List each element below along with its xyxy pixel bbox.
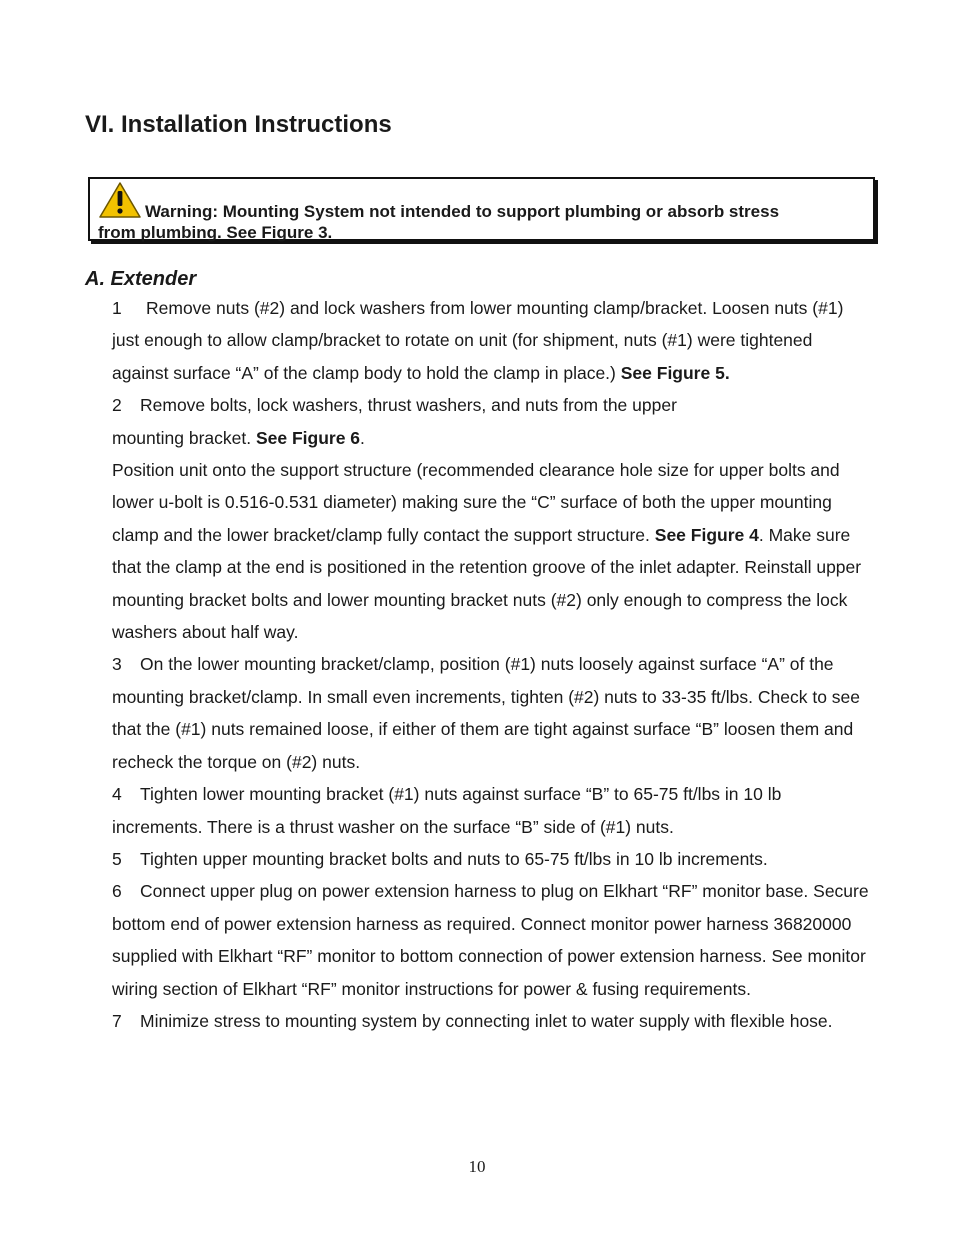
instructions-body: [112, 292, 872, 1037]
section-title: A. Extender: [85, 268, 197, 290]
step-text: . Make sure that the clamp at the end is positioned in the retention groove of the inlet adapter. Reinstall upper mounting bracket bolts and lower mounting bracket nuts (#2) only enough to compress the lock washers about half way.: [112, 524, 862, 643]
step-text: Tighten lower mounting bracket (#1) nuts against surface “B” to 65-75 ft/lbs in 10 lb increments. There is a thrust washer on the surface “B” side of (#1) nuts.: [112, 784, 782, 837]
step-1: [112, 292, 872, 389]
step-number: 6: [112, 881, 122, 902]
step-text: On the lower mounting bracket/clamp, position (#1) nuts loosely against surface “A” of the mounting bracket/clamp. In small even increments, tighten (#2) nuts to 33-35 ft/lbs. Check to see that the (#1) nuts remained loose, if either of them are tight against surface “B” loosen them and recheck the torque on (#2) nuts.: [112, 654, 861, 772]
step-6: [112, 875, 872, 1005]
step-number: 2: [112, 395, 122, 416]
step-number: 1: [112, 298, 122, 318]
page-number: 10: [468, 1157, 486, 1176]
step-7: [112, 1005, 872, 1037]
page-title: VI. Installation Instructions: [85, 111, 392, 138]
figure-reference: See Figure 4: [654, 524, 759, 545]
step-text: Remove nuts (#2) and lock washers from lower mounting clamp/bracket. Loosen nuts (#1) just enough to allow clamp/bracket to rotate on unit (for shipment, nuts (#1) were tightened against surface “A” of the clamp body to hold the clamp in place.): [112, 298, 844, 383]
step-number: 5: [112, 848, 122, 869]
figure-reference: See Figure 6: [255, 427, 361, 448]
step-number: 7: [112, 1010, 122, 1031]
step-2-continued: [112, 454, 872, 648]
warning-box: [88, 177, 875, 241]
step-3: [112, 648, 872, 778]
warning-text-line1: Warning: Mounting System not intended to support plumbing or absorb stress: [145, 202, 780, 221]
step-text: Connect upper plug on power extension harness to plug on Elkhart “RF” monitor base. Secure bottom end of power extension harness as required. Connect monitor power harness 36820000 supplied with Elkhart “RF” monitor to bottom connection of power extension harness. See monitor wiring section of Elkhart “RF” monitor instructions for power & fusing requirements.: [112, 881, 869, 999]
step-text: Tighten upper mounting bracket bolts and nuts to 65-75 ft/lbs in 10 lb increments.: [140, 848, 768, 869]
warning-text-line2: from plumbing. See Figure 3.: [98, 223, 333, 242]
step-text: Remove bolts, lock washers, thrust washers, and nuts from the upper: [140, 395, 677, 416]
step-text: mounting bracket.: [112, 427, 256, 448]
figure-reference: See Figure 5.: [620, 362, 730, 383]
step-4: [112, 778, 872, 843]
step-number: 3: [112, 654, 122, 675]
step-number: 4: [112, 784, 122, 805]
step-text: .: [360, 427, 365, 448]
step-text: Minimize stress to mounting system by connecting inlet to water supply with flexible hose.: [140, 1010, 833, 1031]
step-text: Position unit onto the support structure (recommended clearance hole size for upper bolts and lower u-bolt is 0.516-0.531 diameter) making sure the “C” surface of both the upper mounting clamp and the lower bracket/clamp fully contact the support structure.: [112, 460, 840, 545]
step-2: [112, 389, 872, 454]
step-5: [112, 843, 872, 875]
warning-text: [98, 201, 868, 243]
